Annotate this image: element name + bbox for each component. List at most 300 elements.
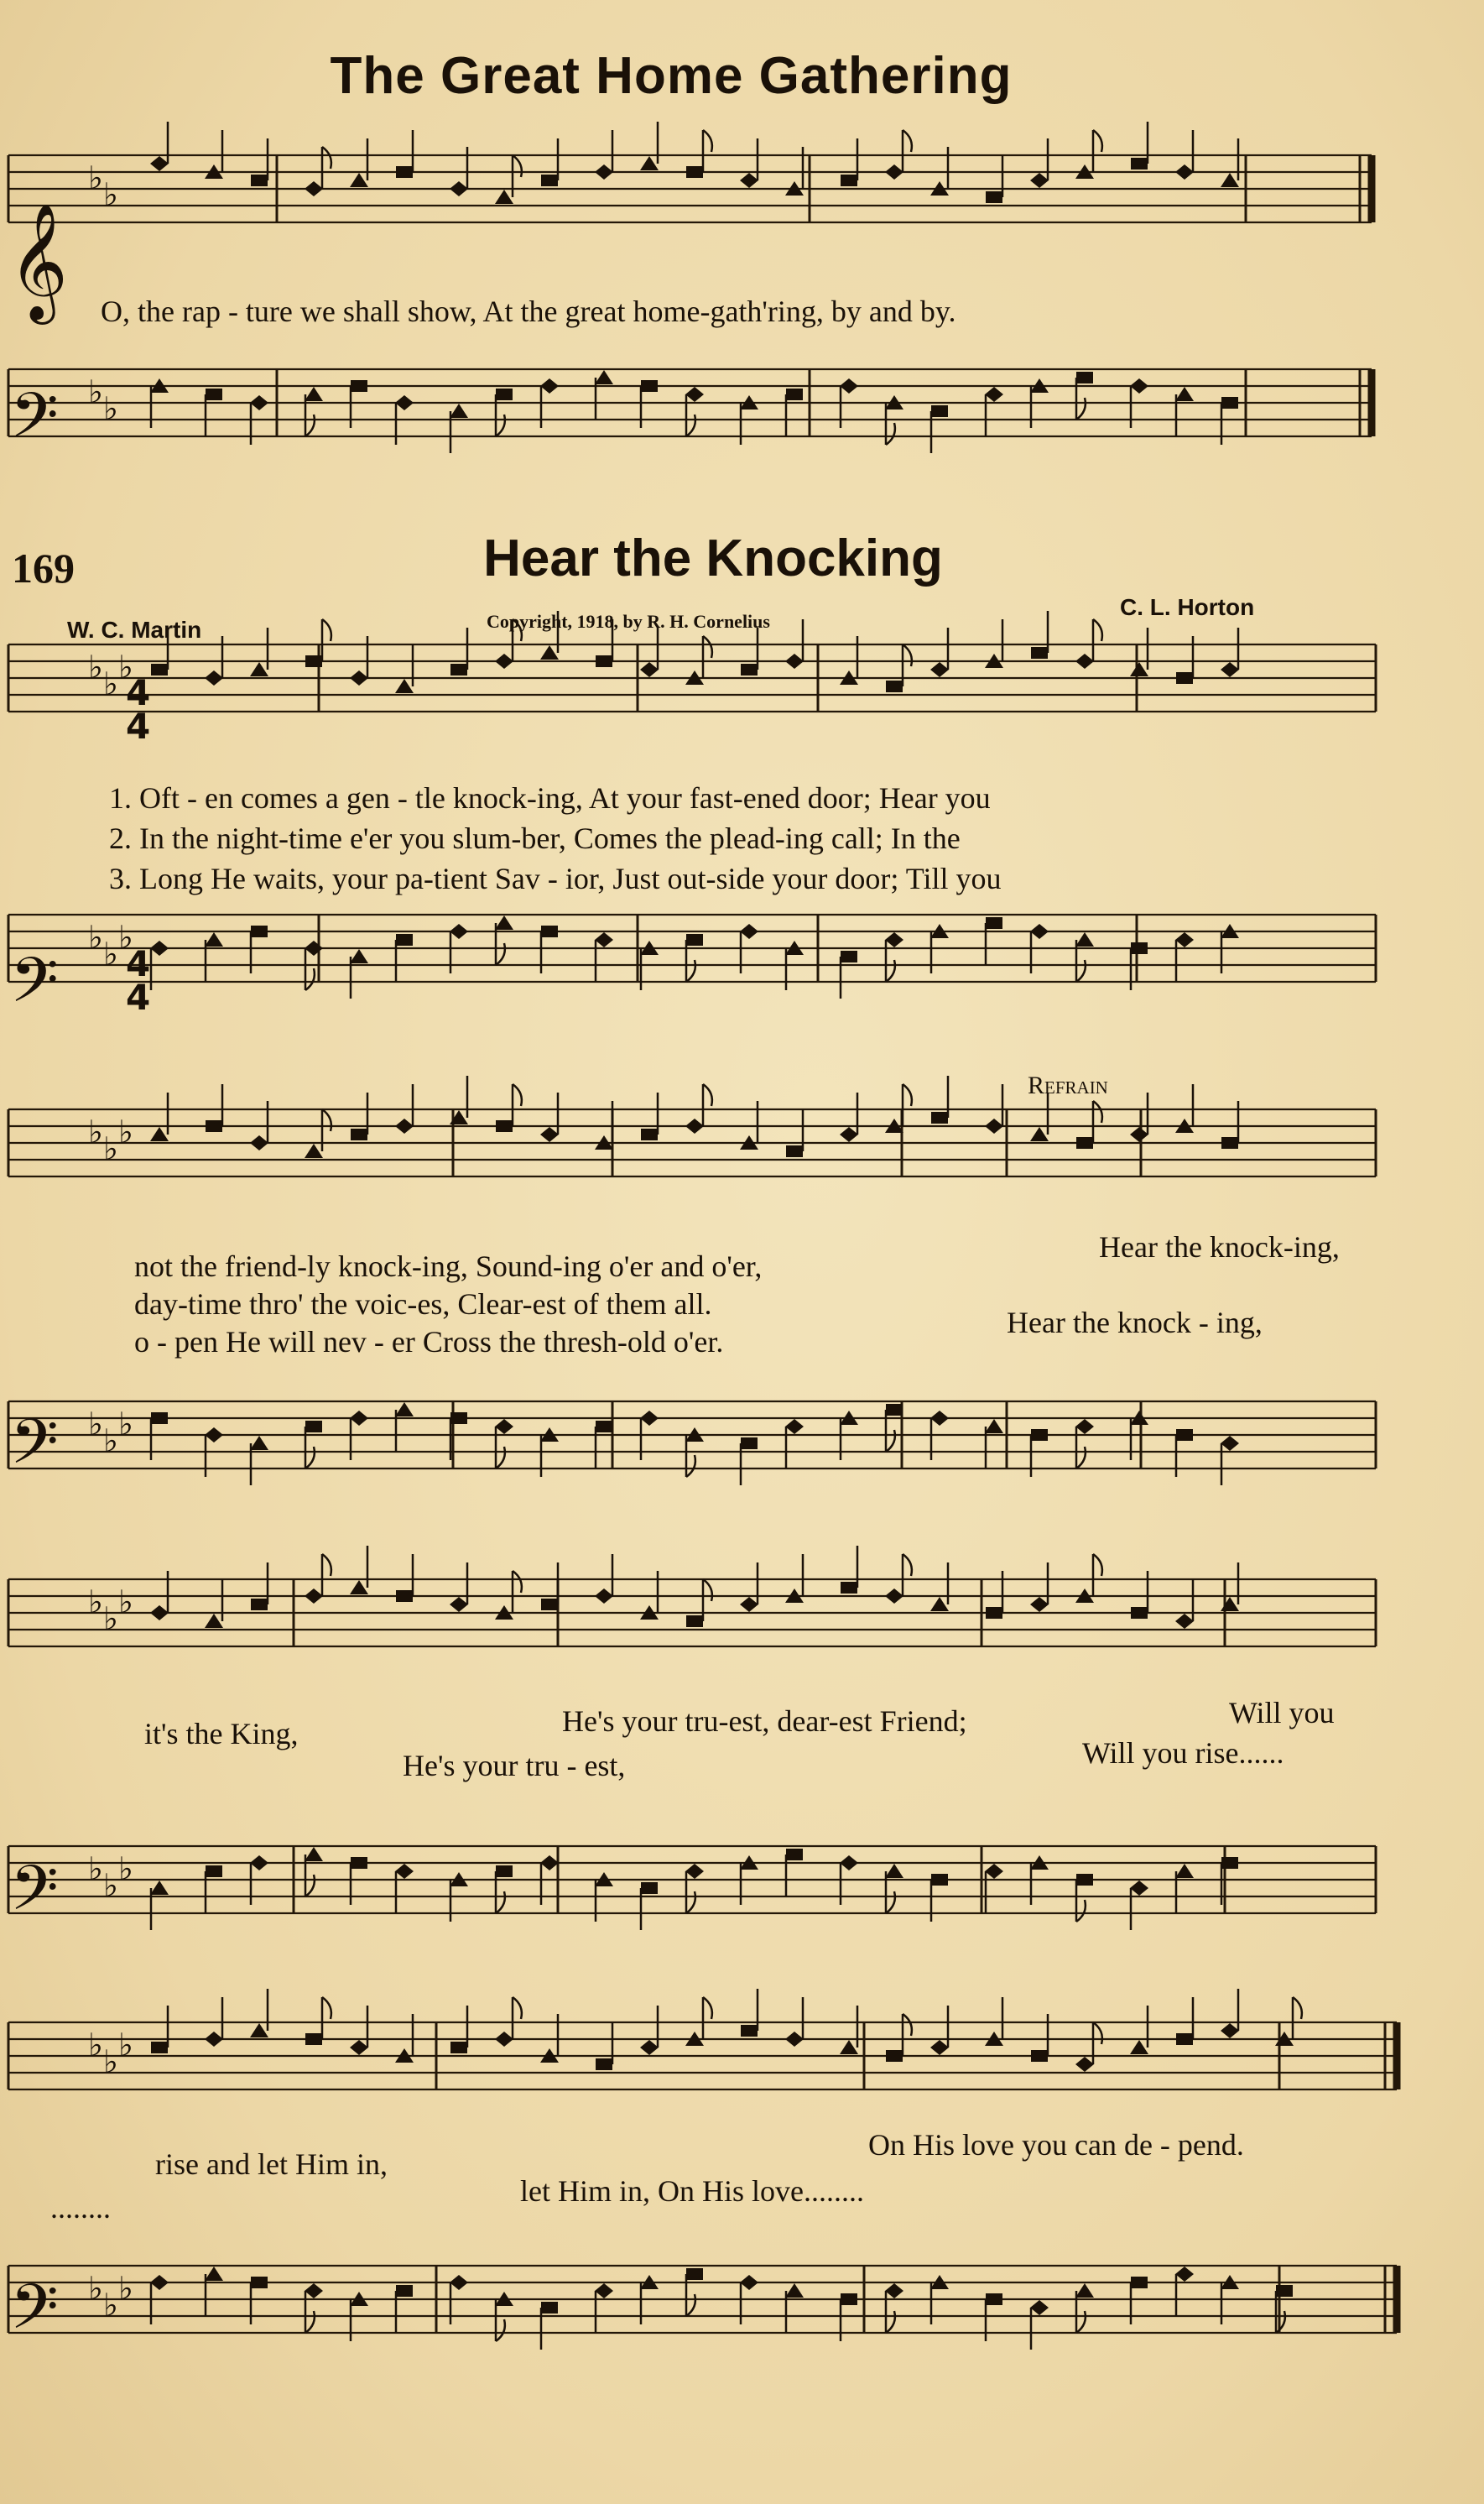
note-flag: [686, 1455, 695, 1477]
note-head: [1031, 2050, 1048, 2062]
note-head: [596, 2058, 612, 2070]
note-head: [1030, 1597, 1049, 1612]
note-head: [1075, 2057, 1094, 2072]
note-head: [150, 156, 169, 171]
note-head: [250, 2023, 268, 2037]
note-head: [930, 1411, 949, 1426]
note-head: [495, 1419, 513, 1434]
refrain-lyric: Will you rise......: [1082, 1736, 1284, 1770]
note-head: [395, 1402, 414, 1416]
note-head: [596, 1421, 612, 1432]
note-head: [931, 1112, 948, 1124]
note-flag: [886, 1430, 895, 1452]
note-head: [985, 1864, 1003, 1879]
note-head: [986, 191, 1002, 203]
note-head: [495, 654, 513, 669]
note-head: [785, 2032, 804, 2047]
note-head: [496, 1865, 513, 1877]
note-head: [1076, 1874, 1093, 1886]
note-head: [640, 662, 659, 677]
note-head: [930, 662, 949, 677]
hymn-number: 169: [12, 545, 75, 592]
note-head: [1221, 1857, 1238, 1869]
note-head: [1030, 2300, 1049, 2315]
note-head: [1030, 173, 1049, 188]
refrain-lyric: ........: [50, 2191, 111, 2225]
note-head: [1075, 654, 1094, 669]
note-flag: [903, 644, 912, 666]
refrain-lyric: Hear the knock-ing,: [1099, 1230, 1340, 1264]
note-head: [495, 190, 513, 204]
note-flag: [322, 1109, 331, 1131]
note-head: [350, 1411, 368, 1426]
note-flag: [322, 619, 331, 641]
note-head: [496, 1120, 513, 1132]
note-head: [740, 1597, 758, 1612]
note-head: [640, 1411, 659, 1426]
note-head: [595, 164, 613, 180]
note-head: [1221, 2023, 1239, 2038]
bass-clef-icon: 𝄢: [10, 2271, 59, 2359]
note-head: [1130, 662, 1148, 676]
note-flag: [1093, 619, 1102, 641]
flat-icon: ♭: [88, 1114, 103, 1150]
note-head: [540, 1127, 559, 1142]
note-head: [150, 1127, 169, 1141]
note-head: [1131, 158, 1148, 170]
note-head: [495, 916, 513, 930]
flat-icon: ♭: [88, 919, 103, 956]
note-head: [205, 2267, 223, 2281]
note-head: [1221, 397, 1238, 409]
time-signature: 4: [126, 672, 151, 713]
note-flag: [686, 960, 695, 982]
note-head: [205, 1427, 223, 1442]
note-head: [1175, 1614, 1194, 1629]
note-head: [305, 1847, 323, 1861]
note-head: [1221, 662, 1239, 677]
note-flag: [886, 423, 895, 445]
note-head: [150, 941, 169, 956]
note-flag: [305, 1875, 315, 1896]
flat-icon: ♭: [88, 2270, 103, 2307]
note-head: [1175, 164, 1194, 180]
note-head: [1131, 1607, 1148, 1619]
note-head: [251, 2277, 268, 2288]
note-head: [350, 949, 368, 963]
note-head: [1030, 924, 1049, 939]
note-head: [786, 1849, 803, 1860]
refrain-lyric: rise and let Him in,: [155, 2147, 388, 2181]
flat-icon: ♭: [103, 936, 118, 973]
note-head: [886, 2050, 903, 2062]
note-head: [350, 670, 368, 686]
bass-clef-icon: 𝄢: [10, 944, 59, 1032]
note-head: [395, 395, 414, 410]
note-head: [396, 166, 413, 178]
note-head: [786, 1145, 803, 1157]
flat-icon: ♭: [88, 373, 103, 410]
flat-icon: ♭: [103, 1867, 118, 1904]
note-head: [985, 1119, 1003, 1134]
note-head: [885, 164, 903, 180]
note-flag: [703, 636, 712, 658]
composer-credit: C. L. Horton: [1120, 594, 1255, 620]
flat-icon: ♭: [118, 649, 133, 686]
note-head: [886, 681, 903, 692]
verse-3-line: 3. Long He waits, your pa-tient Sav - ior, Just out-side your door; Till you: [109, 862, 1002, 895]
flat-icon: ♭: [88, 1406, 103, 1442]
note-flag: [322, 147, 331, 169]
bass-clef-icon: 𝄢: [10, 1406, 59, 1494]
note-flag: [1076, 2311, 1086, 2333]
note-head: [785, 1419, 804, 1434]
flat-icon: ♭: [88, 2027, 103, 2063]
note-flag: [1093, 130, 1102, 152]
note-head: [205, 1614, 223, 1628]
note-head: [206, 1120, 222, 1132]
note-head: [251, 1599, 268, 1610]
note-head: [395, 679, 414, 693]
note-head: [251, 175, 268, 186]
note-head: [596, 655, 612, 667]
bass-clef-icon: 𝄢: [10, 1852, 59, 1940]
refrain-lyric: Hear the knock - ing,: [1007, 1306, 1263, 1339]
note-head: [250, 662, 268, 676]
note-head: [685, 387, 704, 402]
note-head: [1031, 647, 1048, 659]
note-head: [450, 404, 468, 418]
note-head: [840, 1127, 858, 1142]
note-head: [1075, 1419, 1094, 1434]
note-head: [785, 654, 804, 669]
note-head: [250, 1135, 268, 1150]
note-head: [541, 175, 558, 186]
note-head: [305, 1588, 323, 1604]
note-head: [540, 1855, 559, 1870]
note-head: [151, 664, 168, 676]
note-flag: [903, 2014, 912, 2036]
note-head: [151, 1412, 168, 1424]
note-head: [351, 1857, 367, 1869]
note-flag: [886, 960, 895, 982]
note-head: [931, 1874, 948, 1886]
note-flag: [513, 1571, 522, 1593]
flat-icon: ♭: [118, 2270, 133, 2307]
note-head: [640, 2040, 659, 2055]
verse-1-line: 1. Oft - en comes a gen - tle knock-ing, At your fast-ened door; Hear you: [109, 781, 991, 815]
note-flag: [513, 155, 522, 177]
flat-icon: ♭: [118, 2027, 133, 2063]
note-head: [305, 387, 323, 401]
note-head: [305, 941, 323, 956]
note-flag: [703, 1997, 712, 2019]
refrain-label: Refrain: [1028, 1072, 1108, 1099]
note-head: [1221, 1436, 1239, 1451]
note-head: [986, 1607, 1002, 1619]
note-head: [931, 405, 948, 417]
note-flag: [1093, 1101, 1102, 1123]
note-head: [741, 664, 758, 676]
time-signature: 4: [126, 706, 151, 747]
note-head: [886, 1404, 903, 1416]
flat-icon: ♭: [88, 1583, 103, 1620]
note-head: [305, 1421, 322, 1432]
note-flag: [305, 1447, 315, 1468]
hymn-title: Hear the Knocking: [483, 529, 943, 587]
note-flag: [496, 1891, 505, 1913]
note-head: [1221, 1137, 1238, 1149]
note-head: [450, 924, 468, 939]
flat-icon: ♭: [118, 1406, 133, 1442]
treble-clef-icon: 𝄞: [8, 203, 68, 320]
note-head: [595, 2283, 613, 2298]
note-head: [1075, 2283, 1094, 2298]
note-head: [741, 1437, 758, 1449]
flat-icon: ♭: [103, 665, 118, 702]
note-head: [985, 1419, 1003, 1433]
note-head: [841, 175, 857, 186]
note-head: [396, 1590, 413, 1602]
note-head: [641, 1882, 658, 1894]
note-head: [841, 951, 857, 962]
note-head: [595, 1588, 613, 1604]
note-flag: [886, 2311, 895, 2333]
note-head: [985, 387, 1003, 402]
note-head: [450, 1597, 468, 1612]
note-head: [885, 1864, 903, 1878]
note-head: [396, 2285, 413, 2297]
note-head: [1075, 932, 1094, 947]
note-head: [250, 1436, 268, 1450]
note-head: [450, 1412, 467, 1424]
note-head: [1031, 1429, 1048, 1441]
flat-icon: ♭: [103, 1130, 118, 1167]
note-head: [395, 1119, 414, 1134]
refrain-lyric: He's your tru-est, dear-est Friend;: [562, 1704, 967, 1738]
note-head: [350, 2040, 368, 2055]
note-head: [685, 1864, 704, 1879]
note-head: [1130, 378, 1148, 394]
note-head: [205, 670, 223, 686]
note-head: [541, 926, 558, 937]
note-flag: [903, 1084, 912, 1106]
note-head: [305, 181, 323, 196]
note-flag: [1076, 960, 1086, 982]
note-flag: [703, 1084, 712, 1106]
note-flag: [703, 1579, 712, 1601]
note-head: [150, 1605, 169, 1620]
note-flag: [1293, 1997, 1302, 2019]
note-flag: [496, 1447, 505, 1468]
refrain-lyric: it's the King,: [144, 1717, 299, 1750]
note-head: [840, 1855, 858, 1870]
bass-clef-icon: 𝄢: [10, 379, 59, 467]
note-head: [1030, 1127, 1049, 1141]
verse-3-line: o - pen He will nev - er Cross the thresh-old o'er.: [134, 1325, 724, 1359]
note-head: [496, 389, 513, 400]
note-head: [1076, 372, 1093, 383]
note-head: [151, 2042, 168, 2053]
note-head: [1130, 1881, 1148, 1896]
note-flag: [886, 1891, 895, 1913]
time-signature: 4: [126, 977, 151, 1018]
note-head: [351, 1129, 367, 1140]
note-head: [841, 1582, 857, 1594]
note-head: [1176, 2033, 1193, 2045]
note-head: [740, 2275, 758, 2290]
note-flag: [903, 130, 912, 152]
note-head: [305, 2033, 322, 2045]
flat-icon: ♭: [103, 2287, 118, 2324]
note-flag: [305, 2311, 315, 2333]
note-head: [305, 655, 322, 667]
note-head: [351, 380, 367, 392]
hymn-title: The Great Home Gathering: [330, 47, 1013, 105]
flat-icon: ♭: [118, 1114, 133, 1150]
note-head: [840, 378, 858, 394]
note-head: [1221, 173, 1239, 187]
note-head: [541, 1599, 558, 1610]
time-signature: 4: [126, 943, 151, 984]
note-flag: [305, 415, 315, 436]
note-flag: [903, 1554, 912, 1576]
note-head: [1176, 672, 1193, 684]
note-head: [1130, 1127, 1148, 1142]
flat-icon: ♭: [103, 176, 118, 213]
note-flag: [1076, 398, 1086, 420]
note-flag: [513, 1997, 522, 2019]
refrain-lyric: Will you: [1229, 1696, 1335, 1729]
note-head: [450, 664, 467, 676]
refrain-lyric: He's your tru - est,: [403, 1749, 626, 1782]
note-head: [206, 1865, 222, 1877]
note-head: [685, 1119, 704, 1134]
flat-icon: ♭: [88, 1850, 103, 1887]
note-head: [1176, 1429, 1193, 1441]
note-head: [250, 395, 268, 410]
note-head: [495, 2032, 513, 2047]
note-head: [540, 378, 559, 394]
note-head: [1131, 2277, 1148, 2288]
note-head: [1175, 2267, 1194, 2282]
note-head: [205, 2032, 223, 2047]
note-head: [1076, 1137, 1093, 1149]
lyricist-credit: W. C. Martin: [67, 617, 202, 643]
note-flag: [1076, 1900, 1086, 1922]
note-head: [1175, 1864, 1194, 1878]
note-head: [930, 1597, 949, 1611]
note-head: [396, 934, 413, 946]
note-head: [641, 1129, 658, 1140]
refrain-lyric: let Him in, On His love........: [520, 2174, 864, 2208]
note-head: [150, 1881, 169, 1895]
note-head: [1175, 932, 1194, 947]
note-head: [885, 1588, 903, 1604]
note-head: [641, 380, 658, 392]
note-head: [206, 389, 222, 400]
note-flag: [1093, 2022, 1102, 2044]
note-flag: [496, 415, 505, 436]
note-head: [250, 1855, 268, 1870]
note-head: [986, 917, 1002, 929]
note-head: [150, 2275, 169, 2290]
note-head: [686, 934, 703, 946]
note-head: [305, 1144, 323, 1158]
flat-icon: ♭: [118, 1583, 133, 1620]
note-head: [640, 156, 659, 170]
refrain-lyric: On His love you can de - pend.: [868, 2128, 1244, 2162]
flat-icon: ♭: [103, 390, 118, 427]
note-flag: [496, 943, 505, 965]
note-head: [205, 932, 223, 947]
copyright-notice: Copyright, 1918, by R. H. Cornelius: [487, 611, 770, 632]
verse-2-line: 2. In the night-time e'er you slum-ber, Comes the plead-ing call; In the: [109, 822, 961, 855]
note-head: [541, 2302, 558, 2314]
flat-icon: ♭: [118, 1850, 133, 1887]
flat-icon: ♭: [118, 919, 133, 956]
note-head: [450, 2275, 468, 2290]
note-flag: [1076, 1447, 1086, 1468]
flat-icon: ♭: [103, 1600, 118, 1637]
note-flag: [703, 130, 712, 152]
note-flag: [513, 1084, 522, 1106]
note-head: [1221, 1597, 1239, 1611]
note-head: [305, 2283, 323, 2298]
note-head: [1276, 2285, 1293, 2297]
note-flag: [305, 968, 315, 990]
note-head: [1131, 942, 1148, 954]
note-head: [885, 932, 903, 947]
note-head: [986, 2293, 1002, 2305]
flat-icon: ♭: [88, 649, 103, 686]
note-flag: [322, 1554, 331, 1576]
note-head: [740, 924, 758, 939]
note-head: [450, 2042, 467, 2053]
note-head: [786, 389, 803, 400]
note-head: [450, 181, 468, 196]
note-flag: [686, 2294, 695, 2316]
note-head: [350, 173, 368, 187]
note-flag: [322, 1997, 331, 2019]
note-head: [350, 1580, 368, 1594]
note-head: [686, 2268, 703, 2280]
note-head: [251, 926, 268, 937]
note-head: [930, 2040, 949, 2055]
note-head: [1130, 2040, 1148, 2054]
note-head: [740, 173, 758, 188]
note-head: [1175, 387, 1194, 401]
note-head: [540, 645, 559, 660]
note-flag: [686, 415, 695, 436]
verse-2-line: day-time thro' the voic-es, Clear-est of them all.: [134, 1287, 712, 1321]
note-head: [785, 2283, 804, 2298]
note-head: [741, 2025, 758, 2037]
note-head: [840, 2040, 858, 2054]
verse-1-line: not the friend-ly knock-ing, Sound-ing o'er and o'er,: [134, 1249, 763, 1283]
flat-icon: ♭: [103, 1422, 118, 1459]
flat-icon: ♭: [103, 2043, 118, 2080]
note-flag: [496, 2319, 505, 2341]
note-head: [395, 1864, 414, 1879]
note-head: [841, 2293, 857, 2305]
note-head: [595, 932, 613, 947]
note-head: [686, 166, 703, 178]
note-head: [595, 370, 613, 384]
flat-icon: ♭: [88, 159, 103, 196]
note-flag: [1093, 1554, 1102, 1576]
lyric-line: O, the rap - ture we shall show, At the great home-gath'ring, by and by.: [101, 295, 956, 328]
